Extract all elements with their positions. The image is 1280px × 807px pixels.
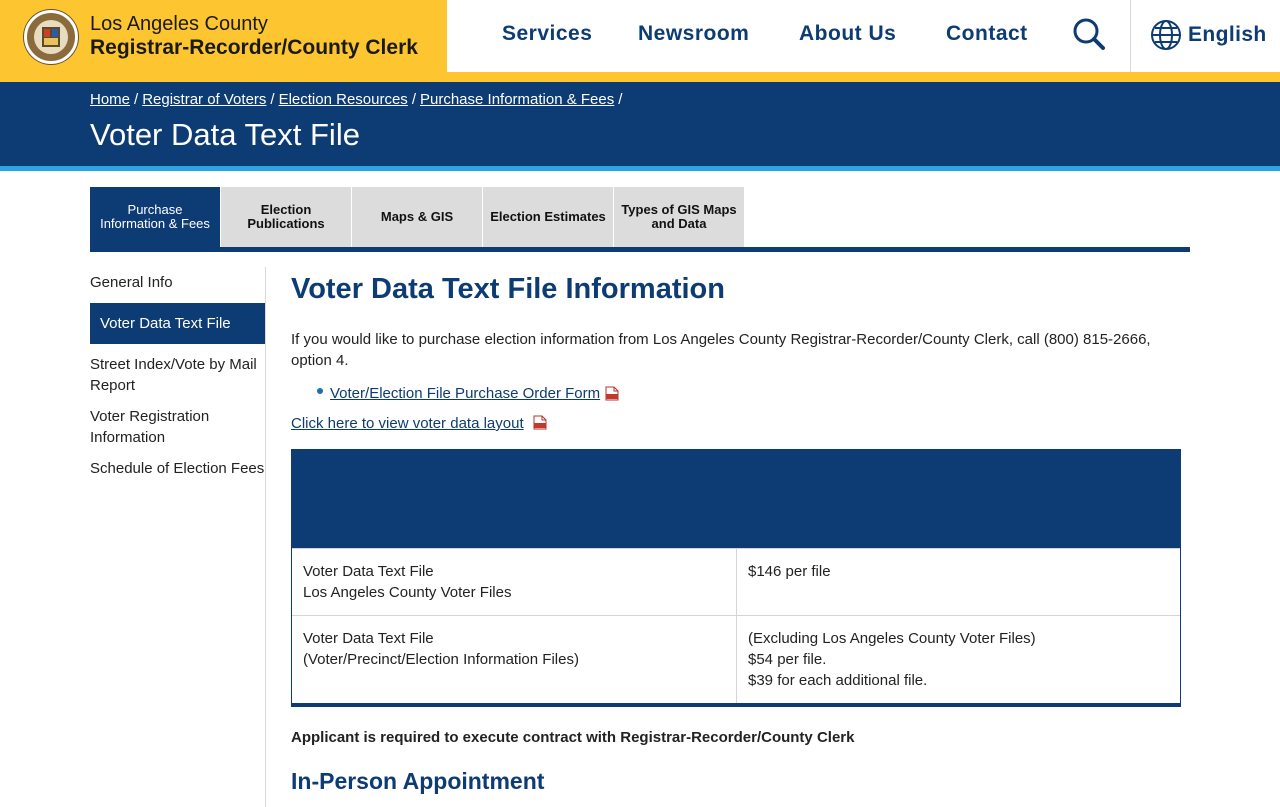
brand-office-name: Registrar-Recorder/County Clerk: [90, 36, 418, 59]
language-divider: [1130, 0, 1131, 72]
in-person-appointment-heading: In-Person Appointment: [291, 768, 545, 794]
contract-note: Applicant is required to execute contract with Registrar-Recorder/County Clerk: [291, 729, 855, 746]
site-header: [0, 0, 1280, 82]
tab-purchase-information[interactable]: Purchase Information & Fees: [90, 187, 220, 247]
nav-newsroom[interactable]: Newsroom: [638, 22, 750, 45]
fee-price-line: $146 per file: [748, 563, 831, 580]
fee-price-line: $39 for each additional file.: [748, 672, 928, 689]
pdf-icon: [533, 415, 547, 430]
fee-price-line: $54 per file.: [748, 651, 827, 668]
voter-data-layout-link[interactable]: Click here to view voter data layout: [291, 415, 524, 432]
fee-item-title: Voter Data Text File: [303, 630, 434, 647]
header-accent-bar: [447, 72, 1280, 82]
fee-price-cell: [736, 549, 1180, 615]
language-selector[interactable]: [1150, 18, 1267, 52]
section-tabs: [90, 187, 745, 247]
brand-block[interactable]: [0, 0, 447, 82]
content-heading: Voter Data Text File Information: [291, 273, 725, 305]
fee-table: [291, 449, 1181, 707]
sidenav-street-index[interactable]: Street Index/Vote by Mail Report: [90, 356, 257, 394]
table-row: [292, 615, 1180, 703]
breadcrumb-election-resources[interactable]: Election Resources: [278, 91, 408, 108]
table-row: [292, 548, 1180, 615]
nav-about-us[interactable]: About Us: [799, 22, 897, 45]
tab-election-estimates[interactable]: Election Estimates: [483, 187, 613, 247]
nav-services[interactable]: Services: [502, 22, 593, 45]
brand-county-name: Los Angeles County: [90, 13, 268, 35]
tabs-divider: [90, 247, 1190, 252]
sidenav-general-info[interactable]: General Info: [90, 274, 173, 291]
intro-text: If you would like to purchase election information from Los Angeles County Registrar-Recorder/County Clerk, call (800) 815-2666, option 4.: [291, 331, 1151, 369]
breadcrumb-home[interactable]: Home: [90, 91, 131, 108]
nav-contact[interactable]: Contact: [946, 22, 1028, 45]
fee-item-subtitle: Los Angeles County Voter Files: [303, 584, 512, 601]
fee-price-cell: [736, 616, 1180, 703]
fee-item-subtitle: (Voter/Precinct/Election Information Files): [303, 651, 579, 668]
fee-item-cell: [292, 616, 736, 703]
globe-icon: [1150, 19, 1182, 51]
order-form-list-item: [317, 385, 1181, 402]
fee-item-title: Voter Data Text File: [303, 563, 434, 580]
tab-types-of-gis-maps[interactable]: Types of GIS Maps and Data: [614, 187, 744, 247]
search-icon: [1070, 16, 1110, 56]
sidenav-divider: [265, 267, 266, 807]
page-title: Voter Data Text File: [90, 117, 360, 152]
layout-link-row: [291, 415, 1181, 432]
fee-price-line: (Excluding Los Angeles County Voter Files): [748, 630, 1036, 647]
fee-table-header: [292, 450, 1180, 548]
sidenav-voter-registration-info[interactable]: Voter Registration Information: [90, 408, 210, 446]
main-content: [291, 270, 1181, 795]
order-form-link[interactable]: Voter/Election File Purchase Order Form: [330, 385, 601, 402]
sidenav-voter-data-text-file[interactable]: Voter Data Text File: [90, 303, 265, 344]
tab-election-publications[interactable]: Election Publications: [221, 187, 351, 247]
side-navigation: [90, 267, 265, 484]
pdf-icon: [605, 386, 619, 401]
county-seal-logo: [24, 10, 78, 64]
fee-item-cell: [292, 549, 736, 615]
banner-stripe: [0, 166, 1280, 171]
breadcrumb-purchase-information[interactable]: Purchase Information & Fees: [419, 91, 615, 108]
search-button[interactable]: [1070, 16, 1110, 56]
breadcrumb: Home / Registrar of Voters / Election Resources / Purchase Information & Fees /: [90, 91, 623, 108]
breadcrumb-registrar-of-voters[interactable]: Registrar of Voters: [142, 91, 267, 108]
tab-maps-gis[interactable]: Maps & GIS: [352, 187, 482, 247]
bullet-dot: [317, 388, 323, 394]
sidenav-schedule-of-fees[interactable]: Schedule of Election Fees: [90, 460, 265, 477]
language-label: English: [1188, 23, 1267, 46]
